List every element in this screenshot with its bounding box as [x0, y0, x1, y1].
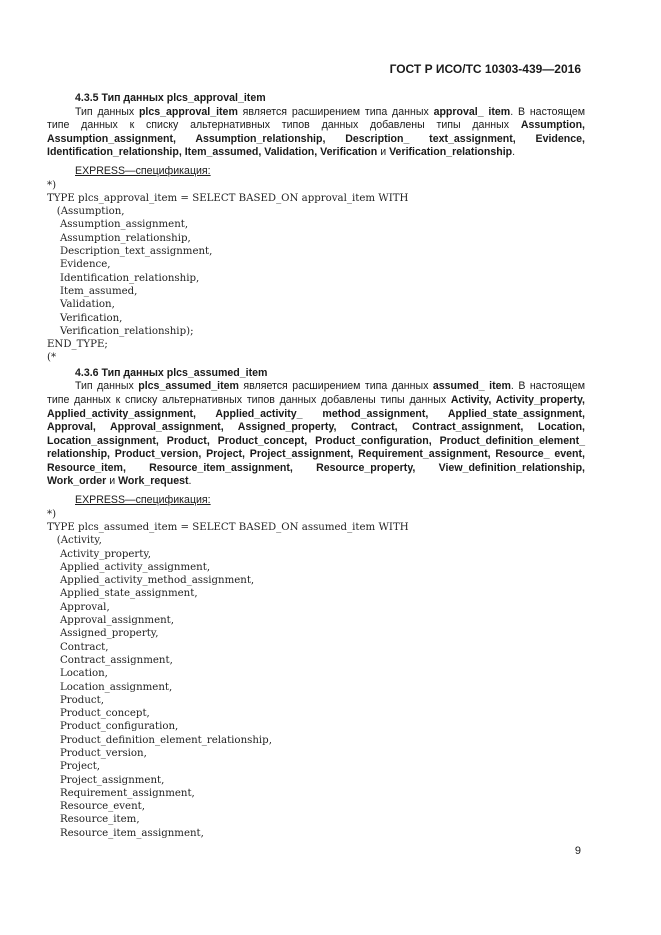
- code-line: Contract_assignment,: [47, 654, 173, 666]
- code-line: Assumption_relationship,: [47, 232, 191, 244]
- code-line: Approval_assignment,: [47, 615, 174, 627]
- code-line: Product_version,: [47, 748, 147, 759]
- code-line: Resource_item_assignment,: [47, 827, 204, 839]
- code-line: Verification_relationship);: [47, 325, 194, 337]
- code-line: Activity_property,: [47, 548, 152, 560]
- paragraph-text: является расширением типа данных: [238, 380, 433, 393]
- code-line: (Activity,: [47, 535, 102, 547]
- code-line: Item_assumed,: [47, 285, 138, 297]
- code-line: Assigned_property,: [47, 628, 159, 640]
- paragraph-text: . В настоящем типе данных к списку альтернативных типов данных добавлены типы данных: [47, 105, 585, 132]
- type-name-text: Verification_relationship: [389, 146, 513, 159]
- code-line: Applied_state_assignment,: [47, 588, 198, 600]
- page-number: 9: [574, 845, 581, 857]
- code-line: Resource_item,: [47, 814, 140, 826]
- code-line: Identification_relationship,: [47, 272, 200, 284]
- code-line: Contract,: [47, 641, 109, 653]
- code-line: Location,: [47, 668, 108, 680]
- code-line: Description_text_assignment,: [47, 246, 213, 258]
- code-line: Approval,: [47, 601, 110, 613]
- code-line: Product_definition_element_relationship,: [47, 734, 272, 746]
- page-content: [47, 92, 585, 840]
- code-line: *): [47, 179, 57, 191]
- code-line: Product_configuration,: [47, 721, 179, 733]
- code-line: END_TYPE;: [47, 339, 108, 351]
- code-line: (Assumption,: [47, 206, 125, 218]
- document-header: ГОСТ Р ИСО/ТС 10303-439—2016: [389, 62, 581, 76]
- code-line: Resource_event,: [47, 801, 145, 813]
- type-name-text: Activity, Activity_property, Applied_activity_assignment, Applied_activity_ method_assignment, Applied_state_assignment, Approval, Approval_assignment, Assigned_property, Contract, Contract_assignment, Location, Location_assignment, Product, Product_concept, Product_configuration, Product_definition_element_ relationship, Product_version, Project, Project_assignment, Requirement_assignment, Resource_ event, Resource_item, Resource_item_assignment, Resource_property, View_definition_relationship, Work_order: [47, 393, 585, 488]
- paragraph-text: и: [377, 146, 390, 159]
- paragraph-text: Тип данных: [75, 380, 139, 393]
- code-line: Product,: [47, 694, 104, 706]
- code-line: Location_assignment,: [47, 681, 173, 693]
- code-line: Requirement_assignment,: [47, 787, 195, 799]
- express-spec-label: EXPRESS—спецификация:: [75, 494, 211, 507]
- paragraph-text: и: [106, 475, 119, 488]
- type-name-text: Assumption, Assumption_assignment, Assumption_relationship, Description_ text_assignment, Evidence, Identification_relationship, Item_assumed, Validation, Verification: [47, 119, 585, 159]
- code-line: Applied_activity_method_assignment,: [47, 575, 255, 587]
- section-paragraph-4-3-5: [47, 106, 585, 160]
- code-line: Assumption_assignment,: [47, 219, 189, 231]
- section-paragraph-4-3-6: [47, 380, 585, 489]
- code-line: Evidence,: [47, 259, 111, 271]
- code-line: *): [47, 508, 57, 520]
- paragraph-text: Тип данных: [75, 105, 139, 118]
- express-code-block: [47, 508, 585, 840]
- express-code-block: [47, 179, 585, 365]
- code-line: TYPE plcs_assumed_item = SELECT BASED_ON assumed_item WITH: [47, 521, 409, 533]
- code-line: Project_assignment,: [47, 774, 165, 786]
- paragraph-text: .: [512, 146, 516, 159]
- code-line: Verification,: [47, 312, 123, 324]
- type-name-text: approval_ item: [433, 105, 511, 118]
- type-name-text: Work_request: [118, 475, 189, 488]
- section-heading-4-3-6: 4.3.6 Тип данных plcs_assumed_item: [75, 366, 268, 379]
- type-name-text: assumed_ item: [432, 380, 511, 393]
- paragraph-text: .: [188, 475, 192, 488]
- code-line: Product_concept,: [47, 708, 150, 720]
- code-line: TYPE plcs_approval_item = SELECT BASED_ON approval_item WITH: [47, 192, 409, 204]
- paragraph-text: . В настоящем типе данных к списку альтернативных типов данных добавлены типы данных: [47, 380, 586, 406]
- express-spec-label: EXPRESS—спецификация:: [75, 164, 211, 177]
- code-line: (*: [47, 352, 57, 364]
- paragraph-text: является расширением типа данных: [237, 105, 434, 118]
- code-line: Validation,: [47, 299, 115, 311]
- section-heading-4-3-5: 4.3.5 Тип данных plcs_approval_item: [75, 92, 266, 104]
- type-name-text: plcs_approval_item: [138, 105, 238, 118]
- code-line: Applied_activity_assignment,: [47, 561, 211, 573]
- code-line: Project,: [47, 761, 101, 773]
- type-name-text: plcs_assumed_item: [138, 380, 239, 393]
